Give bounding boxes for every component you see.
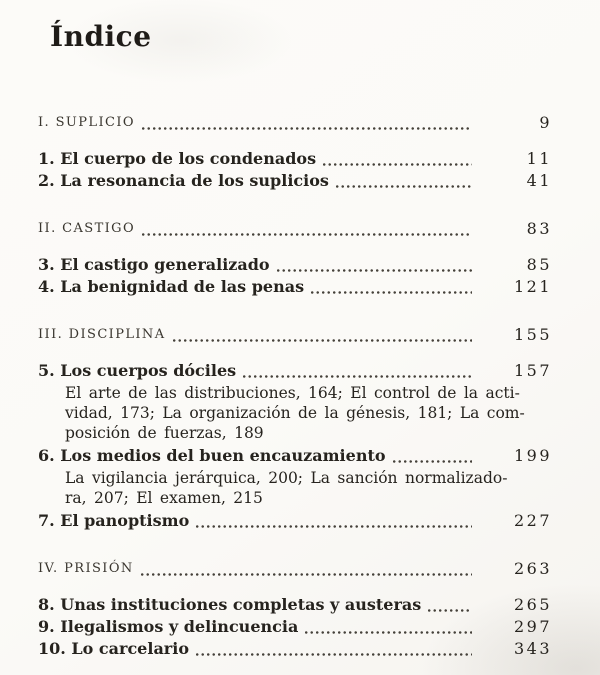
dot-leader <box>305 631 472 634</box>
entry-label: 9. Ilegalismos y delincuencia <box>38 617 299 636</box>
entry-label: 6. Los medios del buen encauzamiento <box>38 446 386 465</box>
page-number: 297 <box>513 617 552 636</box>
toc-entry-row <box>38 616 552 638</box>
dot-leader <box>336 185 472 188</box>
entry-label: 2. La resonancia de los suplicios <box>38 171 329 190</box>
section-heading-row <box>38 558 552 580</box>
subtext-line: ra, 207; El examen, 215 <box>65 489 263 507</box>
page-number: 157 <box>513 361 552 380</box>
section-label: II. CASTIGO <box>38 221 136 236</box>
dot-leader <box>243 375 472 378</box>
toc-entry-row <box>38 445 552 467</box>
entry-label: 4. La benignidad de las penas <box>38 277 305 296</box>
toc-entry-row <box>38 148 552 170</box>
entry-label: 3. El castigo generalizado <box>38 255 270 274</box>
dot-leader <box>142 233 472 236</box>
dot-leader <box>173 339 473 342</box>
dot-leader <box>393 460 472 463</box>
page-number: 83 <box>526 219 552 238</box>
dot-leader <box>142 127 472 130</box>
toc-entry-row <box>38 638 552 660</box>
subtext-line: El arte de las distribuciones, 164; El control de la acti- <box>65 384 520 402</box>
page-number: 41 <box>526 171 552 190</box>
page-title: Índice <box>50 20 152 53</box>
dot-leader <box>196 525 472 528</box>
subtext-line: posición de fuerzas, 189 <box>65 424 264 442</box>
section-label: IV. PRISIÓN <box>38 561 134 576</box>
dot-leader <box>196 653 472 656</box>
toc-entry-row <box>38 254 552 276</box>
entry-label: 5. Los cuerpos dóciles <box>38 361 237 380</box>
dot-leader <box>141 573 472 576</box>
page-number: 263 <box>513 559 552 578</box>
toc-section-suplicio <box>38 112 552 192</box>
page-number: 265 <box>513 595 552 614</box>
dot-leader <box>428 609 472 612</box>
toc-section-castigo <box>38 218 552 298</box>
dot-leader <box>311 291 472 294</box>
section-label: I. SUPLICIO <box>38 115 135 130</box>
subtext-line: vidad, 173; La organización de la génesis, 181; La com- <box>65 404 525 422</box>
toc-entry-row <box>38 276 552 298</box>
toc-section-prision <box>38 558 552 660</box>
toc-entry-row <box>38 510 552 532</box>
table-of-contents <box>38 112 552 660</box>
page-number: 155 <box>513 325 552 344</box>
page-number: 199 <box>513 446 552 465</box>
entry-subtext <box>65 383 525 443</box>
subtext-line: La vigilancia jerárquica, 200; La sanción normalizado- <box>65 469 508 487</box>
page-number: 85 <box>526 255 552 274</box>
toc-entry-row <box>38 594 552 616</box>
entry-label: 8. Unas instituciones completas y austeras <box>38 595 422 614</box>
toc-section-disciplina <box>38 324 552 532</box>
section-heading-row <box>38 218 552 240</box>
page-number: 11 <box>526 149 552 168</box>
dot-leader <box>277 269 472 272</box>
entry-subtext <box>65 468 508 508</box>
page-number: 121 <box>513 277 552 296</box>
section-label: III. DISCIPLINA <box>38 327 166 342</box>
page-number: 227 <box>513 511 552 530</box>
page-number: 9 <box>539 113 552 132</box>
page-number: 343 <box>513 639 552 658</box>
section-heading-row <box>38 112 552 134</box>
dot-leader <box>323 163 472 166</box>
toc-entry-row <box>38 170 552 192</box>
entry-label: 7. El panoptismo <box>38 511 190 530</box>
entry-label: 10. Lo carcelario <box>38 639 189 658</box>
section-heading-row <box>38 324 552 346</box>
toc-entry-row <box>38 360 552 382</box>
entry-label: 1. El cuerpo de los condenados <box>38 149 317 168</box>
